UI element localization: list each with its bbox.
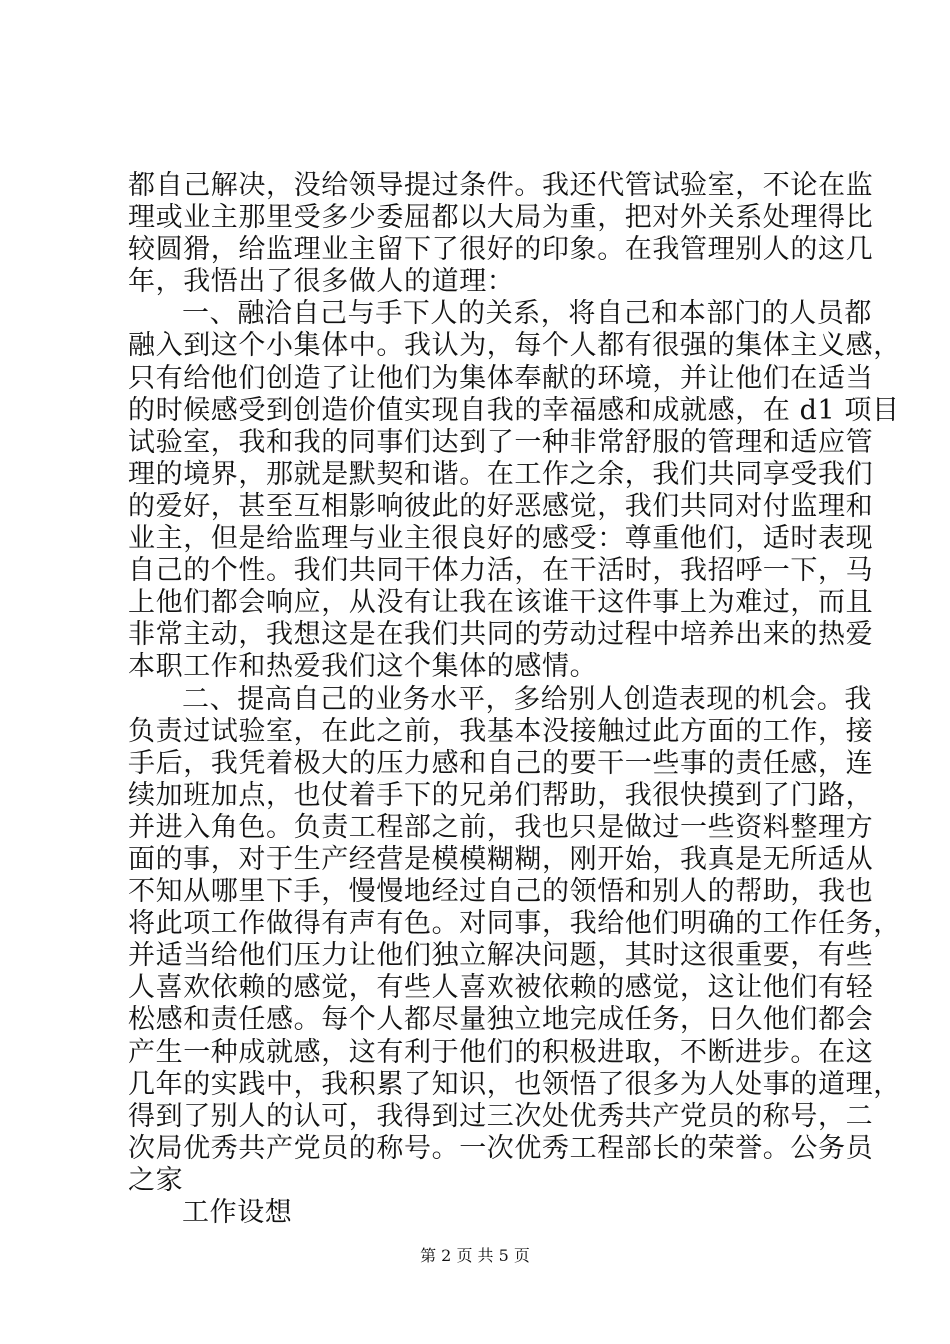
text-line: 负责过试验室，在此之前，我基本没接触过此方面的工作，接 [128, 715, 874, 747]
text-line: 理或业主那里受多少委屈都以大局为重，把对外关系处理得比 [128, 202, 874, 234]
text-line: 上他们都会响应，从没有让我在该谁干这件事上为难过，而且 [128, 587, 874, 619]
text-line: 几年的实践中，我积累了知识，也领悟了很多为人处事的道理， [128, 1068, 901, 1100]
text-line: 手后，我凭着极大的压力感和自己的要干一些事的责任感，连 [128, 747, 874, 779]
text-line: 融入到这个小集体中。我认为，每个人都有很强的集体主义感， [128, 330, 901, 362]
text-line: 自己的个性。我们共同干体力活，在干活时，我招呼一下，马 [128, 555, 874, 587]
text-line: 续加班加点，也仗着手下的兄弟们帮助，我很快摸到了门路， [128, 779, 874, 811]
text-line: 并进入角色。负责工程部之前，我也只是做过一些资料整理方 [128, 811, 874, 843]
text-line: 不知从哪里下手，慢慢地经过自己的领悟和别人的帮助，我也 [128, 876, 874, 908]
text-line: 松感和责任感。每个人都尽量独立地完成任务，日久他们都会 [128, 1004, 874, 1036]
text-line: 产生一种成就感，这有利于他们的积极进取，不断进步。在这 [128, 1036, 874, 1068]
paragraph-start-line: 二、提高自己的业务水平，多给别人创造表现的机会。我 [182, 683, 872, 715]
text-line: 的爱好，甚至互相影响彼此的好恶感觉，我们共同对付监理和 [128, 490, 874, 522]
text-line: 本职工作和热爱我们这个集体的感情。 [128, 651, 598, 683]
text-line: 人喜欢依赖的感觉，有些人喜欢被依赖的感觉，这让他们有轻 [128, 972, 874, 1004]
text-line: 试验室，我和我的同事们达到了一种非常舒服的管理和适应管 [128, 426, 874, 458]
text-line: 只有给他们创造了让他们为集体奉献的环境，并让他们在适当 [128, 362, 874, 394]
paragraph-start-line: 一、融洽自己与手下人的关系，将自己和本部门的人员都 [182, 298, 872, 330]
text-line: 较圆猾，给监理业主留下了很好的印象。在我管理别人的这几 [128, 234, 874, 266]
page-number-label: 第 2 页 共 5 页 [420, 1246, 530, 1265]
document-body [128, 170, 901, 1229]
section-heading: 工作设想 [182, 1197, 293, 1228]
text-line: 将此项工作做得有声有色。对同事，我给他们明确的工作任务， [128, 908, 901, 940]
text-line: 并适当给他们压力让他们独立解决问题，其时这很重要，有些 [128, 940, 874, 972]
text-line: 面的事，对于生产经营是模模糊糊，刚开始，我真是无所适从 [128, 843, 874, 875]
text-line: 年，我悟出了很多做人的道理： [128, 266, 515, 298]
text-line: 的时候感受到创造价值实现自我的幸福感和成就感，在 d1 项目 [128, 394, 900, 426]
page-footer [0, 1243, 950, 1266]
text-line: 次局优秀共产党员的称号。一次优秀工程部长的荣誉。公务员 [128, 1132, 874, 1164]
text-line: 理的境界，那就是默契和谐。在工作之余，我们共同享受我们 [128, 458, 874, 490]
text-line: 之家 [128, 1164, 184, 1196]
text-line: 都自己解决，没给领导提过条件。我还代管试验室，不论在监 [128, 170, 874, 201]
text-line: 得到了别人的认可，我得到过三次处优秀共产党员的称号，二 [128, 1100, 874, 1132]
text-line: 非常主动，我想这是在我们共同的劳动过程中培养出来的热爱 [128, 619, 874, 651]
text-line: 业主，但是给监理与业主很良好的感受：尊重他们，适时表现 [128, 523, 874, 555]
